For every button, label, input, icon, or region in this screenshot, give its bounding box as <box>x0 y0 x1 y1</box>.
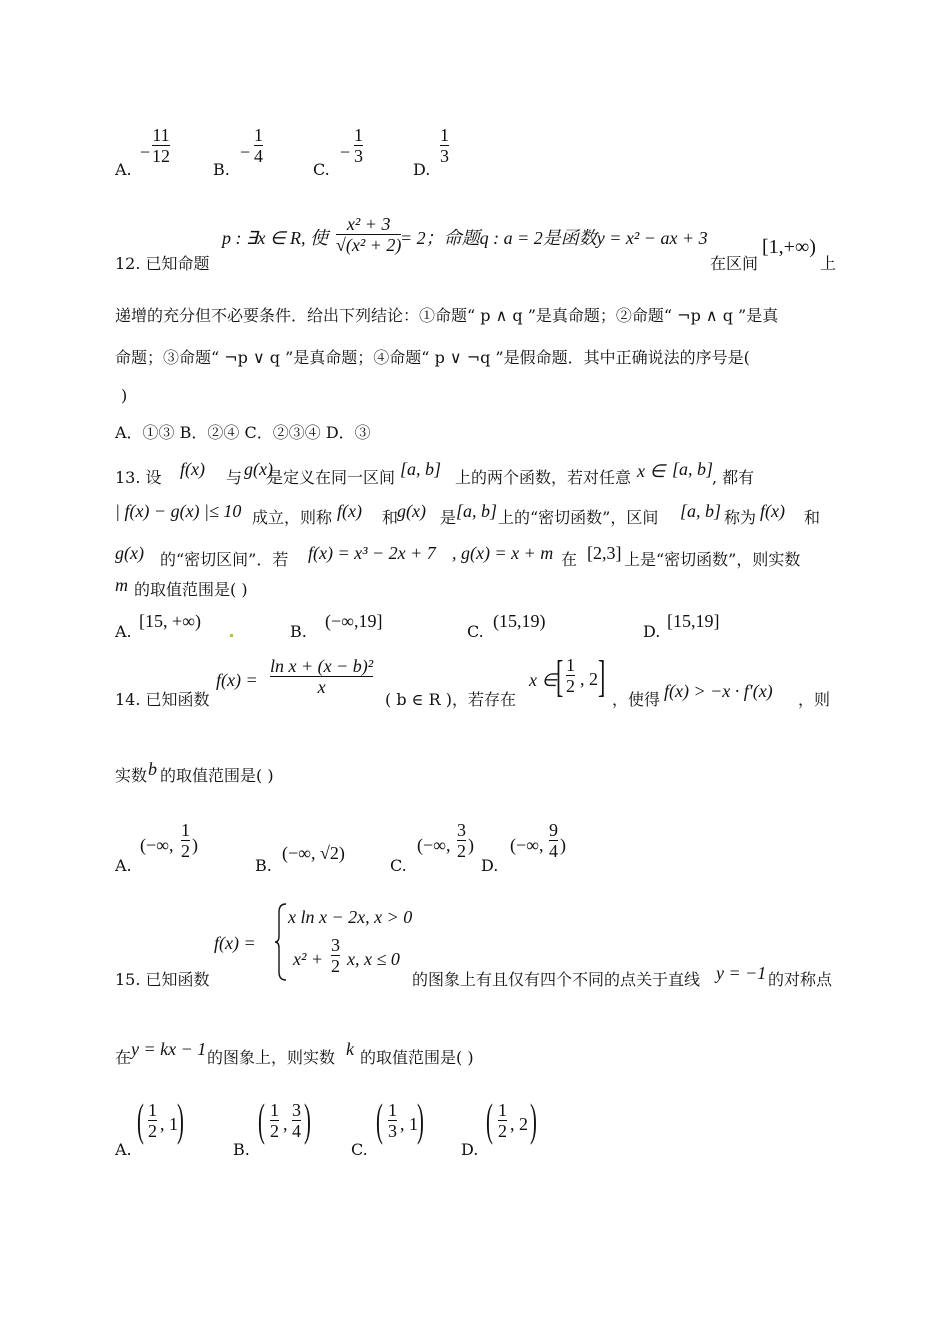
q15-option-a-fraction <box>148 1100 157 1141</box>
q15-case-1: x ln x − 2x, x > 0 <box>288 907 413 927</box>
q13-f-definition: f(x) = x³ − 2x + 7 <box>308 543 436 563</box>
q12-formula-fraction <box>336 214 401 255</box>
numerator: 11 <box>152 125 170 145</box>
q14-option-b-label: B. <box>255 856 272 875</box>
q15-option-b-fraction-2 <box>292 1100 301 1141</box>
denominator: 2 <box>181 841 190 861</box>
q15-option-b-label: B. <box>233 1140 250 1159</box>
q15-option-c-close: ) <box>417 1094 424 1145</box>
numerator: 1 <box>440 125 449 145</box>
q15-option-c-label: C. <box>351 1140 368 1159</box>
q13-line2-e: 称为 <box>724 508 757 527</box>
q11-option-b-fraction <box>254 125 263 166</box>
q14-left-bracket: [ <box>556 652 564 701</box>
denominator: 2 <box>270 1121 279 1141</box>
q15-option-c-open: ( <box>376 1094 383 1145</box>
numerator: 1 <box>148 1100 157 1120</box>
q13-option-c-label: C. <box>467 622 484 641</box>
q14-line2-b: 的取值范围是( ) <box>160 766 274 785</box>
q13-line1-d: 上的两个函数，若对任意 <box>455 468 632 487</box>
numerator: 1 <box>388 1100 397 1120</box>
q15-lead: 15. 已知函数 <box>115 970 210 989</box>
q15-line2-a: 在 <box>115 1048 132 1067</box>
q15-option-d-open: ( <box>486 1094 493 1145</box>
q14-xin: x ∈ <box>529 670 558 690</box>
q14-fraction <box>270 656 373 697</box>
q13-option-a-label: A. <box>115 622 132 641</box>
denominator: 2 <box>457 841 466 861</box>
q13-xin: x ∈ <box>637 461 666 481</box>
q13-line3-c: 上是“密切函数”，则实数 <box>624 550 801 569</box>
q15-option-b-open: ( <box>258 1094 265 1145</box>
numerator: 3 <box>331 935 340 955</box>
q15-line2-c: 的取值范围是( ) <box>360 1048 474 1067</box>
q12-line-3: 命题；③命题“ ¬p ∨ q ”是真命题；④命题“ p ∨ ¬q ”是假命题．其中正确说法的序号是( <box>115 348 750 367</box>
numerator: x² + 3 <box>346 214 391 234</box>
q13-line4: 的取值范围是( ) <box>134 580 248 599</box>
denominator: 2 <box>566 676 575 696</box>
q13-f: f(x) <box>180 459 205 479</box>
q15-k: k <box>346 1039 354 1059</box>
q15-line: y = −1 <box>716 963 767 983</box>
denominator: 2 <box>498 1121 507 1141</box>
q15-option-c-fraction <box>388 1100 397 1141</box>
q13-ab: [a, b] <box>400 459 442 479</box>
numerator: 1 <box>254 125 263 145</box>
q15-after: 的图象上有且仅有四个不同的点关于直线 <box>412 970 701 989</box>
q15-option-c-post: , 1 <box>400 1114 418 1134</box>
q15-fx: f(x) = <box>214 933 256 953</box>
q12-interval-text: 在区间 <box>710 254 759 273</box>
denominator: 3 <box>354 146 363 166</box>
numerator: 9 <box>549 820 558 840</box>
q13-line1-e: , 都有 <box>712 468 755 487</box>
q13-line1-a: 13. 设 <box>115 468 162 487</box>
q13-option-a: [15, +∞) <box>139 611 201 631</box>
denominator: 3 <box>440 146 449 166</box>
numerator: 3 <box>292 1100 301 1120</box>
q14-fx: f(x) = <box>216 670 258 690</box>
q13-line2-f: 和 <box>804 508 821 527</box>
q12-formula-pre: p : ∃x ∈ R, 使 <box>222 228 329 248</box>
q11-option-a-sign: − <box>140 142 151 162</box>
q12-lead: 12. 已知命题 <box>115 254 210 273</box>
q14-line2-a: 实数 <box>115 766 148 785</box>
q14-option-b: (−∞, √2) <box>282 843 345 863</box>
q14-option-a-fraction <box>181 820 190 861</box>
denominator: 3 <box>388 1121 397 1141</box>
denominator: 4 <box>254 146 263 166</box>
denominator: 4 <box>549 841 558 861</box>
q14-option-d-post: ) <box>560 835 566 855</box>
q11-option-a-fraction <box>152 125 170 166</box>
q13-line1-c: 是定义在同一区间 <box>267 468 396 487</box>
q14-option-c-pre: (−∞, <box>417 835 451 855</box>
q14-option-c-fraction <box>457 820 466 861</box>
q13-line3-a: 的“密切区间”．若 <box>160 550 289 569</box>
q14-end: ，则 <box>798 690 831 709</box>
q15-option-a-label: A. <box>115 1140 132 1159</box>
q13-f-3: f(x) <box>760 501 785 521</box>
q15-option-a-close: ) <box>177 1094 184 1145</box>
q12-options: A．①③ B．②④ C．②③④ D．③ <box>115 423 371 442</box>
q15-option-d-post: , 2 <box>510 1114 528 1134</box>
q13-inequality: | f(x) − g(x) |≤ 10 <box>115 501 242 521</box>
q14-option-c-post: ) <box>468 835 474 855</box>
q15-option-d-close: ) <box>530 1094 537 1145</box>
q15-option-d-fraction <box>498 1100 507 1141</box>
q14-option-a-label: A. <box>115 856 132 875</box>
numerator: 1 <box>270 1100 279 1120</box>
q12-interval-after: 上 <box>820 254 837 273</box>
q15-option-d-label: D. <box>461 1140 479 1159</box>
q15-case-2-post: x, x ≤ 0 <box>347 949 400 969</box>
q15-option-b-close: ) <box>304 1094 311 1145</box>
q15-line2-b: 的图象上，则实数 <box>207 1048 336 1067</box>
q15-option-a-open: ( <box>137 1094 144 1145</box>
q12-line-4: ) <box>121 386 128 405</box>
q13-g: g(x) <box>244 459 273 479</box>
q11-option-b-label: B. <box>213 160 230 179</box>
q14-option-c-label: C. <box>390 856 407 875</box>
q13-f-2: f(x) <box>337 501 362 521</box>
q11-option-d-fraction <box>440 125 449 166</box>
q11-option-c-sign: − <box>340 142 351 162</box>
q13-ab-3: [a, b] <box>456 501 498 521</box>
denominator: 2 <box>148 1121 157 1141</box>
denominator: √(x² + 2) <box>336 235 402 255</box>
q14-b: b <box>148 759 157 779</box>
q11-option-b-sign: − <box>240 142 251 162</box>
q15-option-a-post: , 1 <box>160 1114 178 1134</box>
q13-ab-4: [a, b] <box>680 501 722 521</box>
q13-line1-b: 与 <box>226 468 243 487</box>
q13-g-definition: , g(x) = x + m <box>452 543 554 563</box>
denominator: 12 <box>152 146 170 166</box>
q13-option-d-label: D. <box>643 622 661 641</box>
denominator: x <box>317 677 326 697</box>
q15-case-2-fraction <box>331 935 340 976</box>
decorative-dot <box>230 634 233 637</box>
q14-two: , 2 <box>580 669 598 689</box>
q13-line2-c: 是 <box>440 508 457 527</box>
numerator: 1 <box>354 125 363 145</box>
q13-option-c: (15,19) <box>493 611 546 631</box>
q15-option-b-comma: , <box>283 1114 288 1134</box>
numerator: 3 <box>457 820 466 840</box>
numerator: 1 <box>566 655 575 675</box>
q15-case-2-pre: x² + <box>293 949 324 969</box>
q11-option-c-fraction <box>354 125 363 166</box>
q14-option-a-pre: (−∞, <box>140 835 174 855</box>
q15-k-line: y = kx − 1 <box>131 1039 207 1059</box>
q12-formula-post: = 2；命题q : a = 2是函数y = x² − ax + 3 <box>400 228 708 248</box>
numerator: ln x + (x − b)² <box>270 656 374 676</box>
q13-option-d: [15,19] <box>667 611 720 631</box>
q14-after: ，使得 <box>612 690 661 709</box>
q13-ab-2: [a, b] <box>672 459 714 479</box>
q12-line-2: 递增的充分但不必要条件．给出下列结论：①命题“ p ∧ q ”是真命题；②命题“ ¬p ∧ q ”是真 <box>115 306 779 325</box>
denominator: 2 <box>331 956 340 976</box>
left-brace-icon <box>274 902 288 982</box>
q11-option-d-label: D. <box>413 160 431 179</box>
q14-option-d-label: D. <box>481 856 499 875</box>
q13-g-3: g(x) <box>115 543 144 563</box>
q15-option-b-fraction-1 <box>270 1100 279 1141</box>
q11-option-a-label: A. <box>115 160 132 179</box>
q13-option-b: (−∞,19] <box>325 611 383 631</box>
q14-right-bracket: ] <box>598 652 606 701</box>
q13-line2-b: 和 <box>382 508 399 527</box>
q12-interval: [1,+∞) <box>762 236 816 258</box>
q14-lead: 14. 已知函数 <box>115 690 210 709</box>
numerator: 1 <box>498 1100 507 1120</box>
q13-range: [2,3] <box>587 543 622 563</box>
q13-line2-a: 成立，则称 <box>252 508 333 527</box>
q13-option-b-label: B. <box>290 622 307 641</box>
q13-m: m <box>115 575 128 595</box>
q14-half <box>566 655 575 696</box>
q14-condition: ( b ∈ R )，若存在 <box>385 690 516 709</box>
denominator: 4 <box>292 1121 301 1141</box>
q13-line3-b: 在 <box>561 550 578 569</box>
q14-option-d-fraction <box>549 820 558 861</box>
q14-inequality: f(x) > −x · f′(x) <box>664 681 773 701</box>
numerator: 1 <box>181 820 190 840</box>
q14-option-d-pre: (−∞, <box>510 835 544 855</box>
q13-g-2: g(x) <box>397 501 426 521</box>
q14-option-a-post: ) <box>192 835 198 855</box>
q13-line2-d: 上的“密切函数”，区间 <box>498 508 659 527</box>
q11-option-c-label: C. <box>313 160 330 179</box>
q15-end: 的对称点 <box>768 970 833 989</box>
